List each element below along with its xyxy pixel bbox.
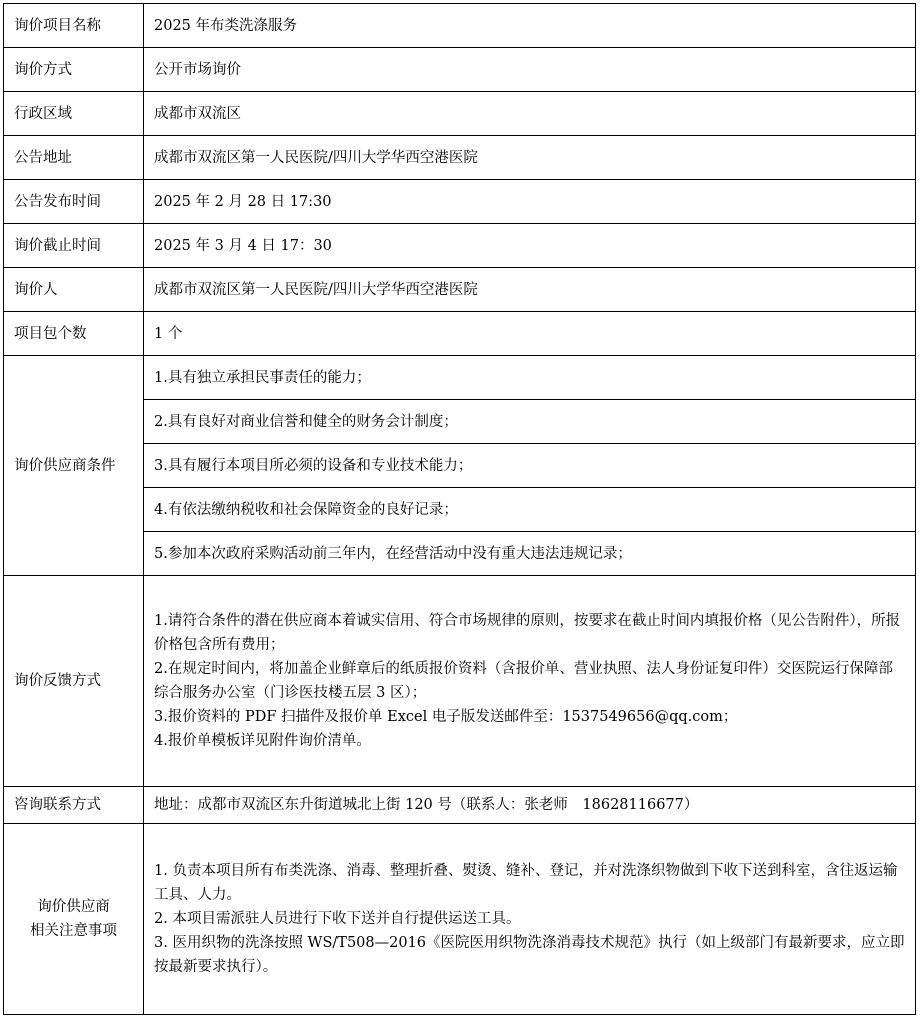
table-row <box>4 136 916 180</box>
row-label-inquiry-method: 询价方式 <box>4 48 144 92</box>
inquiry-info-table <box>3 3 916 1015</box>
row-label-contact: 咨询联系方式 <box>4 787 144 824</box>
feedback-line: 2.在规定时间内，将加盖企业鲜章后的纸质报价资料（含报价单、营业执照、法人身份证复印件）交医院运行保障部综合服务办公室（门诊医技楼五层 3 区）； <box>154 661 893 701</box>
notes-line: 1. 负责本项目所有布类洗涤、消毒、整理折叠、熨烫、缝补、登记，并对洗涤织物做到下收下送到科室，含往返运输工具、人力。 <box>154 863 898 903</box>
row-value-contact: 地址：成都市双流区东升街道城北上街 120 号（联系人：张老师 18628116677） <box>144 787 916 824</box>
supplier-condition-item: 2.具有良好对商业信誉和健全的财务会计制度； <box>144 400 916 444</box>
notes-line: 3. 医用织物的洗涤按照 WS/T508—2016《医院医用织物洗涤消毒技术规范》执行（如上级部门有最新要求，应立即按最新要求执行）。 <box>154 935 905 975</box>
supplier-condition-item: 3.具有履行本项目所必须的设备和专业技术能力； <box>144 444 916 488</box>
feedback-line: 4.报价单模板详见附件询价清单。 <box>154 733 371 749</box>
feedback-line: 3.报价资料的 PDF 扫描件及报价单 Excel 电子版发送邮件至：1537549656@qq.com； <box>154 709 738 725</box>
row-value-project-name: 2025 年布类洗涤服务 <box>144 4 916 48</box>
table-row <box>4 48 916 92</box>
table-row <box>4 224 916 268</box>
table-row <box>4 356 916 400</box>
table-row <box>4 180 916 224</box>
row-label-region: 行政区域 <box>4 92 144 136</box>
row-label-notice-address: 公告地址 <box>4 136 144 180</box>
row-value-deadline: 2025 年 3 月 4 日 17：30 <box>144 224 916 268</box>
supplier-condition-item: 5.参加本次政府采购活动前三年内，在经营活动中没有重大违法违规记录； <box>144 532 916 576</box>
feedback-line: 1.请符合条件的潜在供应商本着诚实信用、符合市场规律的原则，按要求在截止时间内填报价格（见公告附件），所报价格包含所有费用； <box>154 613 901 653</box>
table-row <box>4 576 916 787</box>
notes-label-line: 询价供应商 <box>37 899 110 915</box>
notes-line: 2. 本项目需派驻人员进行下收下送并自行提供运送工具。 <box>154 911 521 927</box>
table-row <box>4 4 916 48</box>
row-value-package-count: 1 个 <box>144 312 916 356</box>
row-label-notes <box>4 824 144 1015</box>
table-row <box>4 787 916 824</box>
row-label-inquirer: 询价人 <box>4 268 144 312</box>
supplier-condition-item: 4.有依法缴纳税收和社会保障资金的良好记录； <box>144 488 916 532</box>
row-label-supplier-conditions: 询价供应商条件 <box>4 356 144 576</box>
row-label-project-name: 询价项目名称 <box>4 4 144 48</box>
row-value-region: 成都市双流区 <box>144 92 916 136</box>
notes-label-line: 相关注意事项 <box>30 923 117 939</box>
row-label-deadline: 询价截止时间 <box>4 224 144 268</box>
row-value-inquirer: 成都市双流区第一人民医院/四川大学华西空港医院 <box>144 268 916 312</box>
row-value-publish-time: 2025 年 2 月 28 日 17:30 <box>144 180 916 224</box>
row-label-publish-time: 公告发布时间 <box>4 180 144 224</box>
table-row <box>4 824 916 1015</box>
row-value-feedback <box>144 576 916 787</box>
supplier-condition-item: 1.具有独立承担民事责任的能力； <box>144 356 916 400</box>
row-value-inquiry-method: 公开市场询价 <box>144 48 916 92</box>
row-value-notice-address: 成都市双流区第一人民医院/四川大学华西空港医院 <box>144 136 916 180</box>
row-label-feedback: 询价反馈方式 <box>4 576 144 787</box>
table-row <box>4 268 916 312</box>
row-label-package-count: 项目包个数 <box>4 312 144 356</box>
row-value-notes <box>144 824 916 1015</box>
table-row <box>4 312 916 356</box>
table-row <box>4 92 916 136</box>
